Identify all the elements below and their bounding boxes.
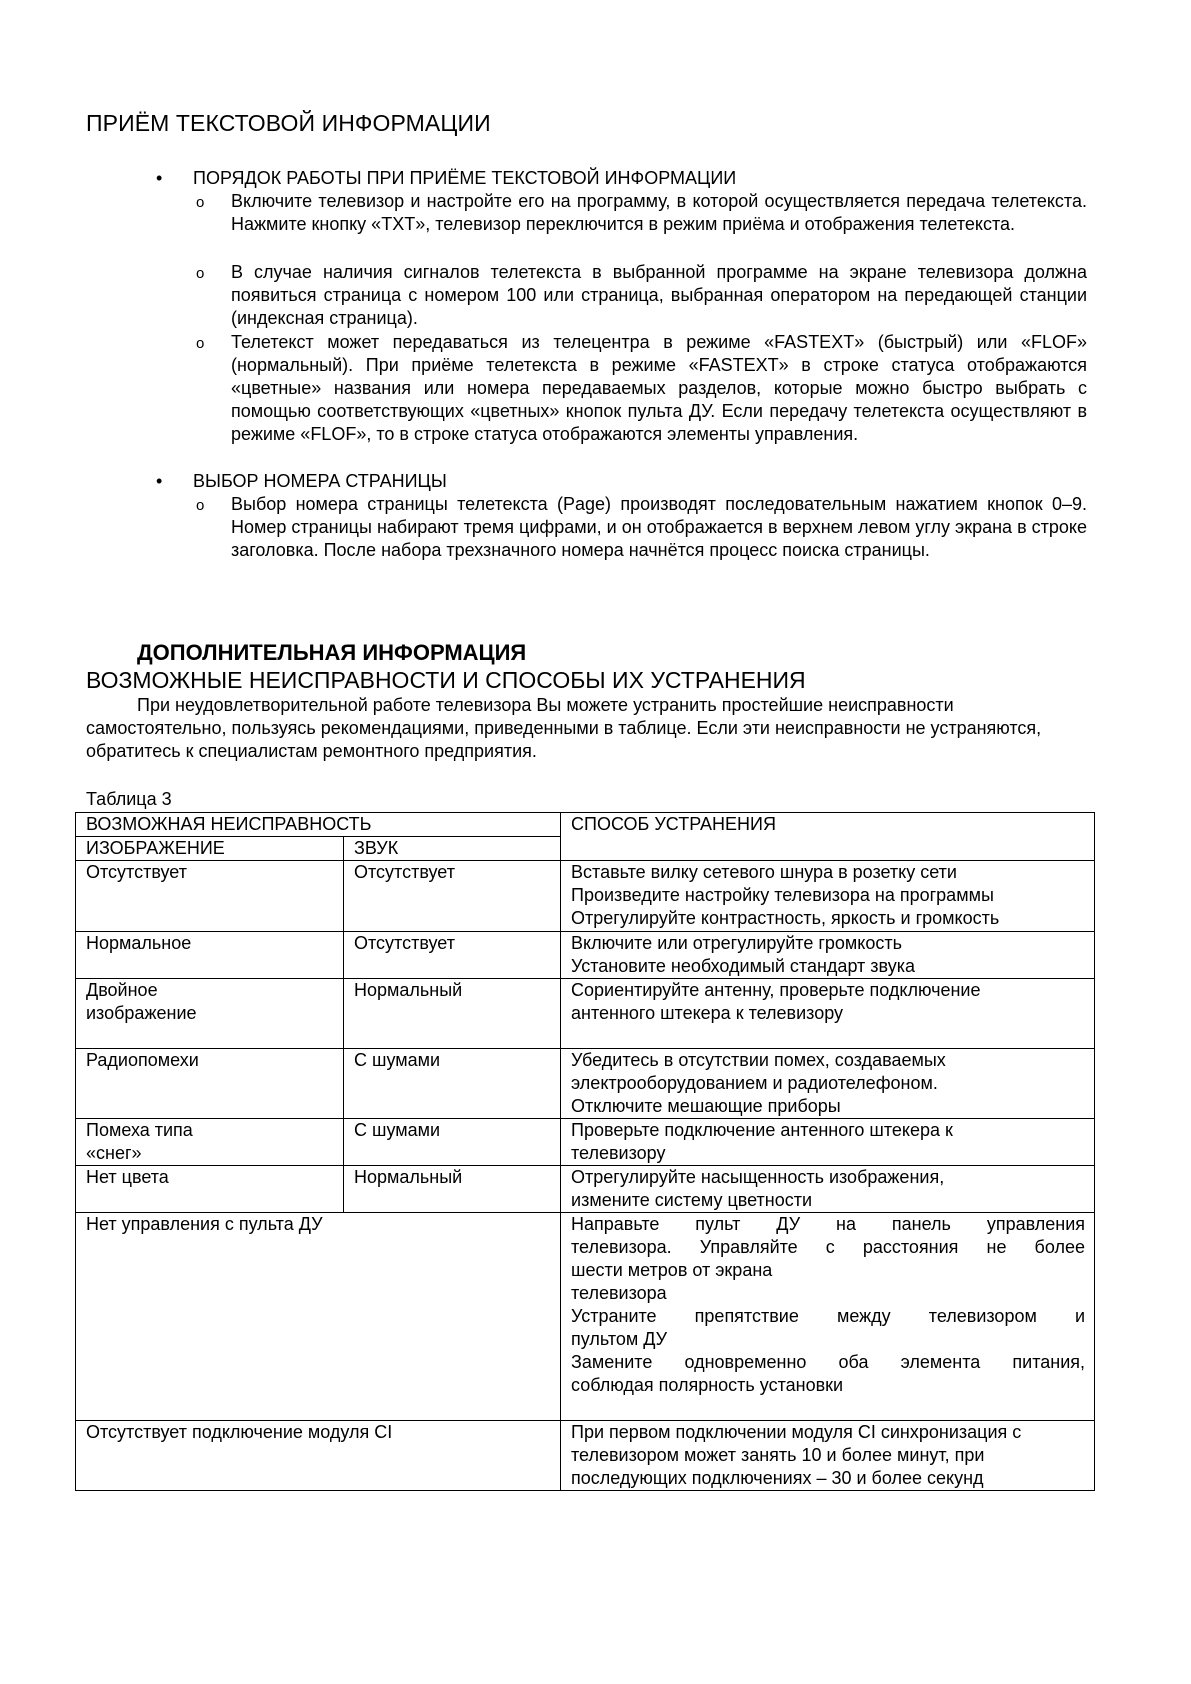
cell-fault-remote: Нет управления с пульта ДУ	[76, 1213, 561, 1421]
table-row	[76, 932, 1095, 979]
cell-line: Двойное	[86, 980, 158, 1000]
cell-line: При первом подключении модуля CI синхронизация с	[571, 1422, 1022, 1442]
section-subtitle-faults: ВОЗМОЖНЫЕ НЕИСПРАВНОСТИ И СПОСОБЫ ИХ УСТРАНЕНИЯ	[86, 667, 806, 693]
cell-line: измените систему цветности	[571, 1190, 813, 1210]
faults-table	[75, 812, 1095, 1491]
cell-line: Отключите мешающие приборы	[571, 1096, 841, 1116]
cell-remedy	[561, 932, 1095, 979]
paragraph-fastext-flof: Телетекст может передаваться из телецентра в режиме «FASTEXT» (быстрый) или «FLOF» (нормальный). При приёме телетекста в режиме «FASTEXT» в строке статуса отображаются «цветные» названия или номера передаваемых разделов, которые можно быстро выбрать с помощью соответствующих «цветных» кнопок пульта ДУ. Если передачу телетекста осуществляют в режиме «FLOF», то в строке статуса отображаются элементы управления.	[231, 332, 1087, 444]
header-image: ИЗОБРАЖЕНИЕ	[76, 837, 344, 861]
cell-line: Замените одновременно оба элемента питания,	[571, 1352, 1086, 1372]
cell-line: Вставьте вилку сетевого шнура в розетку сети	[571, 862, 957, 882]
cell-image	[76, 1119, 344, 1166]
cell-line: Нормальное	[86, 933, 192, 953]
cell-line: Включите или отрегулируйте громкость	[571, 933, 903, 953]
cell-line: телевизора. Управляйте с расстояния не более	[571, 1237, 1086, 1257]
cell-image	[76, 932, 344, 979]
cell-line: изображение	[86, 1003, 197, 1023]
cell-remedy	[561, 1166, 1095, 1213]
header-sound: ЗВУК	[344, 837, 561, 861]
cell-remedy	[561, 1119, 1095, 1166]
cell-line: телевизору	[571, 1143, 666, 1163]
cell-sound: Нормальный	[344, 1166, 561, 1213]
table-row	[76, 1166, 1095, 1213]
cell-remedy	[561, 1049, 1095, 1119]
cell-line: антенного штекера к телевизору	[571, 1003, 844, 1023]
cell-line: Произведите настройку телевизора на программы	[571, 885, 994, 905]
cell-remedy-remote	[561, 1213, 1095, 1421]
paragraph-page-number: Выбор номера страницы телетекста (Page) производят последовательным нажатием кнопок 0–9. Номер страницы набирают тремя цифрами, и он отображается в верхнем левом углу экрана в строке заголовка. После набора трехзначного номера начнётся процесс поиска страницы.	[231, 494, 1087, 560]
cell-remedy-ci	[561, 1421, 1095, 1491]
paragraph-index-page: В случае наличия сигналов телетекста в выбранной программе на экране телевизора должна появиться страница с номером 100 или страница, выбранная оператором на передающей станции (индексная страница).	[231, 262, 1087, 328]
cell-line: Отрегулируйте контрастность, яркость и громкость	[571, 908, 1000, 928]
cell-image	[76, 979, 344, 1049]
table-row	[76, 979, 1095, 1049]
cell-line: пультом ДУ	[571, 1329, 668, 1349]
cell-line: соблюдая полярность установки	[571, 1375, 844, 1395]
table-header-row	[76, 813, 1095, 837]
cell-line: телевизора	[571, 1283, 667, 1303]
cell-line: Устраните препятствие между телевизором и	[571, 1306, 1086, 1326]
cell-remedy	[561, 979, 1095, 1049]
bullet-heading-procedure: ПОРЯДОК РАБОТЫ ПРИ ПРИЁМЕ ТЕКСТОВОЙ ИНФОРМАЦИИ	[193, 168, 737, 188]
section-title-teletext: ПРИЁМ ТЕКСТОВОЙ ИНФОРМАЦИИ	[86, 110, 491, 136]
sub-bullet-marker: o	[196, 194, 205, 211]
table-row-remote	[76, 1213, 1095, 1421]
cell-line: шести метров от экрана	[571, 1260, 773, 1280]
section-title-additional-info: ДОПОЛНИТЕЛЬНАЯ ИНФОРМАЦИЯ	[137, 640, 527, 665]
table-row-ci	[76, 1421, 1095, 1491]
cell-line: Установите необходимый стандарт звука	[571, 956, 916, 976]
header-fault: ВОЗМОЖНАЯ НЕИСПРАВНОСТЬ	[76, 813, 561, 837]
paragraph-turn-on-txt: Включите телевизор и настройте его на программу, в которой осуществляется передача телетекста. Нажмите кнопку «TXT», телевизор переключится в режим приёма и отображения телетекста.	[231, 191, 1087, 234]
sub-bullet-marker: o	[196, 335, 205, 352]
cell-line: Направьте пульт ДУ на панель управления	[571, 1214, 1086, 1234]
sub-bullet-marker: o	[196, 265, 205, 282]
cell-image	[76, 1166, 344, 1213]
intro-paragraph: При неудовлетворительной работе телевизора Вы можете устранить простейшие неисправности самостоятельно, пользуясь рекомендациями, приведенными в таблице. Если эти неисправности не устраняются, обратитесь к специалистам ремонтного предприятия.	[86, 695, 1042, 761]
cell-sound: С шумами	[344, 1049, 561, 1119]
bullet-marker: •	[156, 168, 163, 188]
cell-line: Сориентируйте антенну, проверьте подключение	[571, 980, 981, 1000]
sub-bullet-marker: o	[196, 497, 205, 514]
cell-line: последующих подключениях – 30 и более секунд	[571, 1468, 984, 1488]
table-row	[76, 861, 1095, 932]
cell-line: телевизором может занять 10 и более минут, при	[571, 1445, 985, 1465]
header-remedy: СПОСОБ УСТРАНЕНИЯ	[561, 813, 1095, 861]
cell-line: Нет цвета	[86, 1167, 169, 1187]
cell-remedy	[561, 861, 1095, 932]
table-row	[76, 1119, 1095, 1166]
cell-line: «снег»	[86, 1143, 142, 1163]
table-row	[76, 1049, 1095, 1119]
cell-line: Убедитесь в отсутствии помех, создаваемых	[571, 1050, 946, 1070]
cell-line: Помеха типа	[86, 1120, 193, 1140]
table-caption: Таблица 3	[86, 789, 172, 809]
cell-sound: Отсутствует	[344, 932, 561, 979]
cell-line: Отсутствует	[86, 862, 187, 882]
cell-sound: С шумами	[344, 1119, 561, 1166]
cell-line: электрооборудованием и радиотелефоном.	[571, 1073, 938, 1093]
cell-line: Проверьте подключение антенного штекера к	[571, 1120, 953, 1140]
bullet-marker: •	[156, 471, 163, 491]
bullet-heading-page-select: ВЫБОР НОМЕРА СТРАНИЦЫ	[193, 471, 447, 491]
cell-image	[76, 1049, 344, 1119]
cell-line: Отрегулируйте насыщенность изображения,	[571, 1167, 945, 1187]
cell-sound: Отсутствует	[344, 861, 561, 932]
cell-line: Радиопомехи	[86, 1050, 199, 1070]
cell-sound: Нормальный	[344, 979, 561, 1049]
cell-image	[76, 861, 344, 932]
cell-fault-ci: Отсутствует подключение модуля CI	[76, 1421, 561, 1491]
